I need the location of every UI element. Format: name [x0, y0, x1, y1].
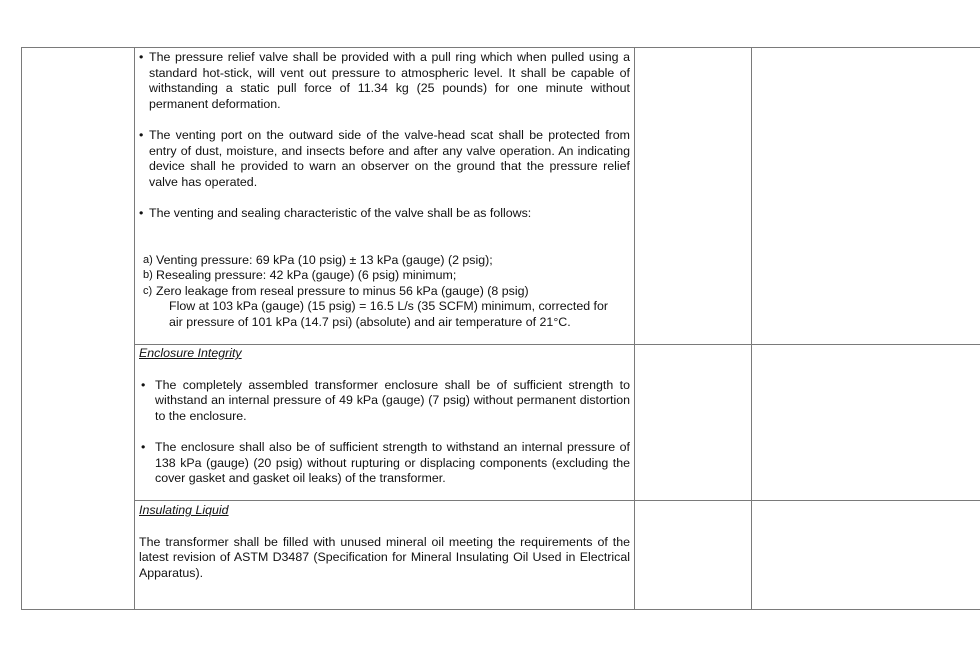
- column-border-left: [21, 47, 22, 610]
- list-item: [139, 268, 630, 284]
- list-item-text: Zero leakage from reseal pressure to minus 56 kPa (gauge) (8 psig): [156, 283, 529, 298]
- column-border-2: [634, 47, 635, 610]
- enclosure-integrity-heading: Enclosure Integrity: [139, 346, 242, 360]
- insulating-liquid-cell: [139, 503, 630, 581]
- list-item-text: Venting pressure: 69 kPa (10 psig) ± 13 kPa (gauge) (2 psig);: [156, 252, 493, 267]
- list-item-marker: b): [143, 269, 153, 281]
- pressure-relief-cell: [139, 50, 630, 330]
- list-item: [139, 284, 630, 300]
- list-item-text: Resealing pressure: 42 kPa (gauge) (6 psig) minimum;: [156, 268, 457, 282]
- list-item: [139, 253, 630, 269]
- list-item-marker: c): [143, 284, 153, 297]
- enclosure-integrity-cell: [139, 346, 630, 487]
- enclosure-bullet-1: • The completely assembled transformer enclosure shall be of sufficient strength to withstand an internal pressure of 49 kPa (gauge) (7 psig) without permanent distortion to the enclosure.: [139, 378, 630, 425]
- insulating-liquid-text: The transformer shall be filled with unused mineral oil meeting the requirements of the latest revision of ASTM D3487 (Specification for Mineral Insulating Oil Used in Electrical Apparatus).: [139, 534, 630, 580]
- column-border-3: [751, 47, 752, 610]
- table-top-border: [21, 47, 980, 48]
- table-bottom-border: [21, 609, 980, 610]
- list-item-marker: a): [143, 253, 153, 266]
- flow-continuation-text: Flow at 103 kPa (gauge) (15 psig) = 16.5 L/s (35 SCFM) minimum, corrected for air pressure of 101 kPa (14.7 psi) (absolute) and air temperature of 21°C.: [169, 299, 609, 329]
- pressure-relief-bullet-2: • The venting port on the outward side of the valve-head scat shall be protected from entry of dust, moisture, and insects before and after any valve operation. An indicating device shall he provided to warn an observer on the ground that the pressure relief valve has operated.: [139, 128, 630, 190]
- pressure-relief-bullet-1: • The pressure relief valve shall be provided with a pull ring which when pulled using a standard hot-stick, will vent out pressure to atmospheric level. It shall be capable of withstanding a static pull force of 11.34 kg (25 pounds) for one minute without permanent deformation.: [139, 50, 630, 112]
- row-divider-1: [134, 344, 980, 345]
- pressure-relief-bullet-3: • The venting and sealing characteristic of the valve shall be as follows:: [139, 206, 630, 222]
- enclosure-bullet-2: • The enclosure shall also be of sufficient strength to withstand an internal pressure of 138 kPa (gauge) (20 psig) without rupturing or displacing components (excluding the cover gasket and gasket oil leaks) of the transformer.: [139, 440, 630, 487]
- row-divider-2: [134, 500, 980, 501]
- venting-characteristics-list: [139, 253, 630, 331]
- insulating-liquid-heading: Insulating Liquid: [139, 503, 229, 517]
- column-border-1: [134, 47, 135, 610]
